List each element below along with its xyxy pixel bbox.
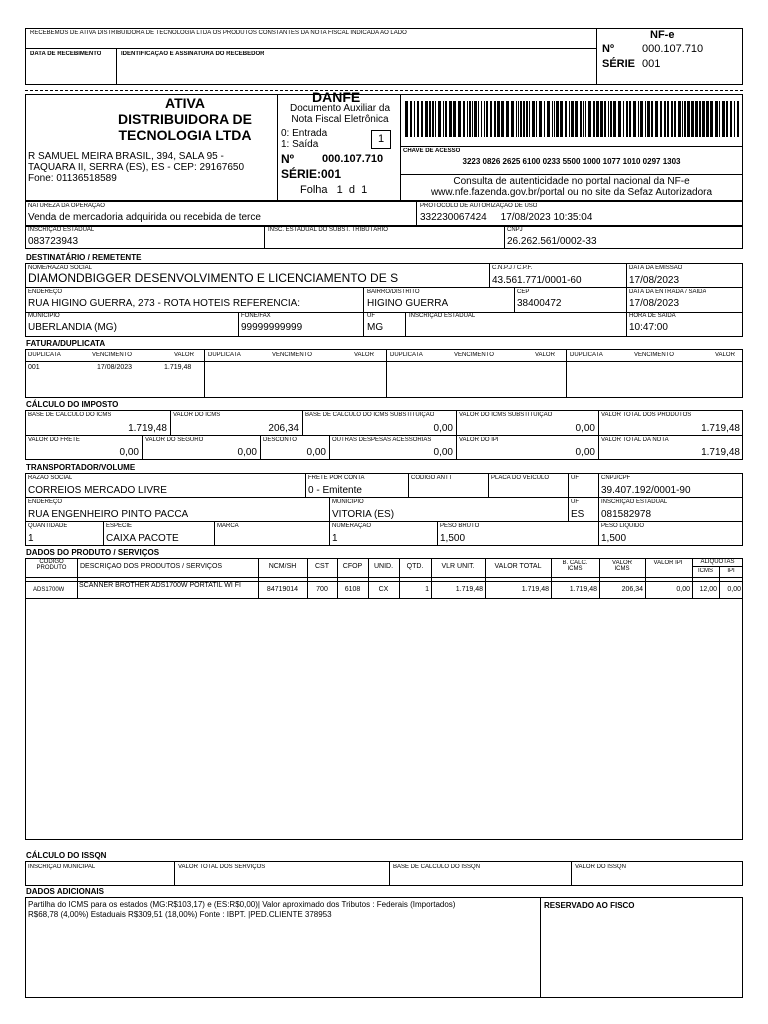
h-bc-icms: B. CÁLC. ICMS <box>562 560 588 572</box>
h-aliquotas: ALÍQUOTAS <box>700 559 735 565</box>
transp-razao-label: RAZÃO SOCIAL <box>28 475 73 481</box>
barcode-bar <box>490 101 492 137</box>
barcode-bar <box>682 101 683 137</box>
fat-dup: 001 <box>28 364 40 371</box>
dest-entrada-saida: 17/08/2023 <box>629 298 680 309</box>
barcode-bar <box>719 101 720 137</box>
desconto-label: DESCONTO <box>263 437 297 443</box>
barcode-bar <box>445 101 447 137</box>
barcode-bar <box>674 101 676 137</box>
barcode-bar <box>554 101 555 137</box>
barcode-bar <box>600 101 603 137</box>
destinatario-title: DESTINATÁRIO / REMETENTE <box>26 253 142 262</box>
dest-municipio-label: MUNICÍPIO <box>28 313 60 319</box>
fat-h-valor-2: VALOR <box>354 352 374 358</box>
transp-cnpj-label: CNPJ/CPF <box>601 475 631 481</box>
barcode-bar <box>610 101 612 137</box>
dest-uf-label: UF <box>367 313 375 319</box>
barcode-bar <box>702 101 705 137</box>
issqn-title: CÁLCULO DO ISSQN <box>26 851 107 860</box>
barcode-bar <box>529 101 530 137</box>
barcode-bar <box>421 101 423 137</box>
h-qtd: QTD. <box>406 563 424 570</box>
barcode-bar <box>660 101 662 137</box>
bc-st-label: BASE DE CÁLCULO DO ICMS SUBSTITUIÇÃO <box>305 412 435 418</box>
canhoto-serie: 001 <box>642 58 661 70</box>
transp-endereco: RUA ENGENHEIRO PINTO PACCA <box>28 509 189 520</box>
barcode-bar <box>417 101 419 137</box>
total-nota-label: VALOR TOTAL DA NOTA <box>601 437 669 443</box>
fat-h-venc-4: VENCIMENTO <box>634 352 674 358</box>
h-cfop: CFOP <box>342 563 363 570</box>
barcode-bar <box>596 101 599 137</box>
transp-numeracao: 1 <box>332 533 338 544</box>
h-v-ipi: VALOR IPI <box>653 560 683 566</box>
barcode-bar <box>580 101 582 137</box>
emitente-address: R SAMUEL MEIRA BRASIL, 394, SALA 95 - TAQUARA II, SERRA (ES), ES - CEP: 29167650 Fone: 01136518589 <box>28 151 245 184</box>
barcode-bar <box>706 101 709 137</box>
cut-line <box>25 90 743 91</box>
issqn-box <box>25 861 743 886</box>
data-recebimento-label: DATA DE RECEBIMENTO <box>30 51 102 57</box>
total-prod: 1.719,48 <box>701 423 740 434</box>
barcode-bar <box>640 101 643 137</box>
barcode-bar <box>443 101 444 137</box>
ipi: 0,00 <box>575 447 595 458</box>
dest-emissao: 17/08/2023 <box>629 275 680 286</box>
dest-municipio: UBERLANDIA (MG) <box>28 322 117 333</box>
issqn-valor-label: VALOR DO ISSQN <box>575 864 626 870</box>
h-a-icms: ICMS <box>698 568 713 574</box>
barcode-bar <box>613 101 616 137</box>
dest-entrada-saida-label: DATA DA ENTRADA / SAÍDA <box>629 289 707 295</box>
issqn-bc-label: BASE DE CÁLCULO DO ISSQN <box>393 864 481 870</box>
transp-frete: 0 - Emitente <box>308 485 362 496</box>
item-vlr-total: 1.719,48 <box>521 586 549 593</box>
issqn-im-label: INSCRIÇÃO MUNICIPAL <box>28 864 96 870</box>
barcode-bar <box>569 101 570 137</box>
transp-especie-label: ESPÉCIE <box>106 523 133 529</box>
transp-frete-label: FRETE POR CONTA <box>308 475 365 481</box>
seguro: 0,00 <box>237 447 257 458</box>
fat-h-dup-1: DUPLICATA <box>28 352 61 358</box>
item-codigo: ADS1700W <box>33 587 65 593</box>
produtos-title: DADOS DO PRODUTO / SERVIÇOS <box>26 548 160 557</box>
h-vlr-unit: VLR UNIT. <box>441 563 475 570</box>
icms-st: 0,00 <box>575 423 595 434</box>
barcode-bar <box>633 101 636 137</box>
barcode-bar <box>608 101 609 137</box>
dest-fone: 99999999999 <box>241 322 303 333</box>
natureza-value: Venda de mercadoria adquirida ou recebida de terce <box>28 212 261 223</box>
fat-h-venc-1: VENCIMENTO <box>92 352 132 358</box>
item-a-icms: 12,00 <box>699 586 717 593</box>
transp-ie-label: INSCRIÇÃO ESTADUAL <box>601 499 668 505</box>
dest-cep: 38400472 <box>517 298 562 309</box>
barcode-bar <box>687 101 690 137</box>
ie-value: 083723943 <box>28 236 79 247</box>
barcode-bar <box>699 101 701 137</box>
danfe-numero: 000.107.710 <box>322 153 384 165</box>
consulta-text: Consulta de autenticidade no portal nacional da NF-e www.nfe.fazenda.gov.br/portal ou no site da Sefaz Autorizadora <box>430 176 713 198</box>
barcode-bar <box>518 101 519 137</box>
barcode-bar <box>647 101 650 137</box>
danfe-serie: SÉRIE:001 <box>281 167 342 181</box>
barcode-bar <box>560 101 563 137</box>
emitente-name: ATIVA DISTRIBUIDORA DE TECNOLOGIA LTDA <box>117 95 253 143</box>
barcode-bar <box>556 101 559 137</box>
transp-peso-liquido-label: PESO LÍQUIDO <box>601 523 645 529</box>
item-a-ipi: 0,00 <box>727 586 741 593</box>
item-descricao: SCANNER BROTHER ADS1700W PORTATIL WI FI <box>79 582 241 589</box>
ie-st-label: INSC. ESTADUAL DO SUBST. TRIBUTÁRIO <box>268 227 388 233</box>
transp-qtd: 1 <box>28 533 34 544</box>
barcode-bar <box>604 101 606 137</box>
barcode-bar <box>435 101 436 137</box>
h-vlr-total: VALOR TOTAL <box>494 563 542 570</box>
fat-venc: 17/08/2023 <box>97 364 133 371</box>
fat-h-valor-4: VALOR <box>715 352 735 358</box>
barcode-bar <box>629 101 631 137</box>
transp-antt-label: CODIGO ANTT <box>411 475 453 481</box>
fat-h-valor-3: VALOR <box>535 352 555 358</box>
canhoto-serie-label: SÉRIE <box>602 58 636 70</box>
transp-municipio-label: MUNICÍPIO <box>332 499 364 505</box>
barcode-bar <box>532 101 535 137</box>
h-descricao: DESCRIÇÃO DOS PRODUTOS / SERVIÇOS <box>80 563 223 570</box>
h-v-icms: VALOR ICMS <box>612 560 632 572</box>
h-ncm: NCM/SH <box>268 563 297 570</box>
barcode-bar <box>494 101 496 137</box>
barcode-bar <box>453 101 456 137</box>
barcode-bar <box>467 101 468 137</box>
fatura-title: FATURA/DUPLICATA <box>26 339 106 348</box>
cnpj-emit-label: CNPJ <box>507 227 523 233</box>
h-cst: CST <box>315 563 329 570</box>
adicionais-title: DADOS ADICIONAIS <box>26 887 104 896</box>
barcode-bar <box>432 101 434 137</box>
ie-label: INSCRIÇÃO ESTADUAL <box>28 227 95 233</box>
item-bc-icms: 1.719,48 <box>569 586 597 593</box>
dest-nome: DIAMONDBIGGER DESENVOLVIMENTO E LICENCIAMENTO DE S <box>28 272 399 285</box>
barcode-bar <box>726 101 728 137</box>
barcode-bar <box>478 101 479 137</box>
transp-uf2: ES <box>571 509 585 520</box>
barcode-bar <box>516 101 517 137</box>
barcode-bar <box>691 101 694 137</box>
fat-h-venc-2: VENCIMENTO <box>272 352 312 358</box>
dest-cep-label: CEP <box>517 289 530 295</box>
dest-endereco-label: ENDEREÇO <box>28 289 63 295</box>
item-cfop: 6108 <box>344 586 361 593</box>
barcode-bar <box>651 101 653 137</box>
produtos-box <box>25 558 743 840</box>
danfe-numero-label: Nº <box>281 152 295 166</box>
transp-marca-label: MARCA <box>217 523 239 529</box>
item-vlr-unit: 1.719,48 <box>455 586 483 593</box>
barcode-bar <box>565 101 567 137</box>
barcode-bar <box>410 101 412 137</box>
danfe-tipo-box: 1 <box>371 130 391 149</box>
barcode-bar <box>520 101 522 137</box>
ipi-label: VALOR DO IPI <box>459 437 499 443</box>
barcode-bar <box>481 101 482 137</box>
transp-qtd-label: QUANTIDADE <box>28 523 68 529</box>
transp-peso-bruto: 1,500 <box>440 533 466 544</box>
dest-hora-label: HORA DE SAÍDA <box>629 313 676 319</box>
transp-peso-liquido: 1,500 <box>601 533 627 544</box>
barcode-bar <box>501 101 504 137</box>
bc-icms: 1.719,48 <box>128 423 167 434</box>
h-codigo: CÓDIGO PRODUTO <box>36 559 67 571</box>
barcode-bar <box>638 101 639 137</box>
canhoto-text: RECEBEMOS DE ATIVA DISTRIBUIDORA DE TECNOLOGIA LTDA OS PRODUTOS CONSTANTES DA NOTA FISCAL INDICADA AO LADO <box>30 30 407 36</box>
barcode-bar <box>734 101 735 137</box>
barcode-bar <box>655 101 658 137</box>
barcode-bar <box>626 101 628 137</box>
dest-cnpj-label: C.N.P.J / C.P.F. <box>492 265 533 271</box>
canhoto-numero-label: Nº <box>602 43 614 55</box>
chave-value: 3223 0826 2625 6100 0233 5500 1000 1077 1010 0297 1303 <box>462 157 681 166</box>
barcode-bar <box>664 101 666 137</box>
protocolo-label: PROTOCOLO DE AUTORIZAÇÃO DE USO <box>420 203 538 209</box>
barcode-bar <box>484 101 485 137</box>
transportador-title: TRANSPORTADOR/VOLUME <box>26 463 136 472</box>
transp-especie: CAIXA PACOTE <box>106 533 179 544</box>
item-cst: 700 <box>316 586 328 593</box>
barcode-bar <box>684 101 686 137</box>
barcode-bar <box>511 101 514 137</box>
frete: 0,00 <box>119 447 139 458</box>
cnpj-emit-value: 26.262.561/0002-33 <box>507 236 597 247</box>
item-unid: CX <box>378 586 389 593</box>
dest-cnpj: 43.561.771/0001-60 <box>492 275 582 286</box>
barcode-bar <box>526 101 528 137</box>
outras-label: OUTRAS DESPESAS ACESSÓRIAS <box>332 437 432 443</box>
barcode-bar <box>722 101 725 137</box>
dest-fone-label: FONE/FAX <box>241 313 271 319</box>
barcode-bar <box>588 101 591 137</box>
barcode-bar <box>715 101 718 137</box>
canhoto-numero: 000.107.710 <box>642 43 704 55</box>
barcode-bar <box>463 101 465 137</box>
icms-label: VALOR DO ICMS <box>173 412 221 418</box>
transp-municipio: VITORIA (ES) <box>332 509 395 520</box>
barcode-bar <box>575 101 578 137</box>
protocolo-value: 332230067424 17/08/2023 10:35:04 <box>420 212 593 223</box>
icms-st-label: VALOR DO ICMS SUBSTITUIÇÃO <box>459 412 553 418</box>
barcode-bar <box>618 101 621 137</box>
danfe-tipo-labels: 0: Entrada 1: Saída <box>281 128 328 150</box>
barcode-bar <box>667 101 669 137</box>
transp-uf2-label: UF <box>571 499 579 505</box>
transp-peso-bruto-label: PESO BRUTO <box>440 523 480 529</box>
desconto: 0,00 <box>306 447 326 458</box>
barcode-bar <box>544 101 545 137</box>
barcode-bar <box>438 101 441 137</box>
barcode-bar <box>539 101 542 137</box>
issqn-total-label: VALOR TOTAL DOS SERVIÇOS <box>178 864 266 870</box>
item-v-ipi: 0,00 <box>676 586 690 593</box>
barcode-bar <box>497 101 500 137</box>
bc-icms-label: BASE DE CÁLCULO DO ICMS <box>28 412 112 418</box>
barcode-bar <box>737 101 739 137</box>
barcode-bar <box>730 101 732 137</box>
barcode-bar <box>671 101 673 137</box>
dest-uf: MG <box>367 322 384 333</box>
dest-ie-label: INSCRIÇÃO ESTADUAL <box>409 313 476 319</box>
barcode-bar <box>523 101 525 137</box>
barcode-bar <box>472 101 473 137</box>
outras: 0,00 <box>433 447 453 458</box>
transp-endereco-label: ENDEREÇO <box>28 499 63 505</box>
dest-hora: 10:47:00 <box>629 322 668 333</box>
danfe-subtitle: Documento Auxiliar da Nota Fiscal Eletrônica <box>289 103 391 125</box>
barcode-bar <box>474 101 477 137</box>
barcode-bar <box>678 101 681 137</box>
natureza-label: NATUREZA DA OPERAÇÃO <box>28 203 105 209</box>
dest-bairro-label: BAIRRO/DISTRITO <box>367 289 420 295</box>
transp-razao: CORREIOS MERCADO LIVRE <box>28 485 167 496</box>
barcode-bar <box>623 101 624 137</box>
imposto-title: CÁLCULO DO IMPOSTO <box>26 400 119 409</box>
h-a-ipi: IPI <box>727 568 735 574</box>
total-prod-label: VALOR TOTAL DOS PRODUTOS <box>601 412 692 418</box>
frete-label: VALOR DO FRETE <box>28 437 80 443</box>
barcode-bar <box>486 101 488 137</box>
adicionais-text: Partilha do ICMS para os estados (MG:R$103,17) e (ES:R$0,00)| Valor aproximado dos Tributos : Federais (Importados) R$68,78 (4,00%) Estaduais R$309,51 (18,00%) Fonte : IBPT. |PED.CLIENTE 378953 <box>28 900 456 919</box>
barcode-bar <box>506 101 509 137</box>
item-v-icms: 206,34 <box>621 586 643 593</box>
bc-st: 0,00 <box>433 423 453 434</box>
fat-h-dup-4: DUPLICATA <box>570 352 603 358</box>
barcode <box>405 101 740 137</box>
dest-emissao-label: DATA DA EMISSÃO <box>629 265 683 271</box>
transp-placa-label: PLACA DO VEÍCULO <box>491 475 550 481</box>
identificacao-label: IDENTIFICAÇÃO E ASSINATURA DO RECEBEDOR <box>121 51 265 57</box>
barcode-bar <box>695 101 698 137</box>
item-qtd: 1 <box>425 586 429 593</box>
fat-valor: 1.719,48 <box>164 364 192 371</box>
barcode-bar <box>405 101 408 137</box>
item-ncm: 84719014 <box>266 586 299 593</box>
barcode-bar <box>458 101 461 137</box>
chave-label: CHAVE DE ACESSO <box>403 148 461 154</box>
danfe-folha: Folha 1 d 1 <box>300 184 368 196</box>
transp-numeracao-label: NUMERAÇÃO <box>332 523 372 529</box>
barcode-bar <box>429 101 431 137</box>
transp-ie: 081582978 <box>601 509 652 520</box>
dest-endereco: RUA HIGINO GUERRA, 273 - ROTA HOTEIS REFERENCIA: <box>28 298 301 309</box>
barcode-bar <box>585 101 586 137</box>
barcode-bar <box>425 101 428 137</box>
icms: 206,34 <box>268 423 299 434</box>
barcode-bar <box>449 101 452 137</box>
total-nota: 1.719,48 <box>701 447 740 458</box>
barcode-bar <box>645 101 646 137</box>
barcode-bar <box>536 101 537 137</box>
barcode-bar <box>552 101 553 137</box>
fat-h-dup-2: DUPLICATA <box>208 352 241 358</box>
barcode-bar <box>571 101 574 137</box>
barcode-bar <box>414 101 415 137</box>
barcode-bar <box>547 101 550 137</box>
barcode-bar <box>710 101 713 137</box>
danfe-title: DANFE <box>312 89 361 105</box>
fat-h-valor-1: VALOR <box>174 352 194 358</box>
canhoto-nfe: NF-e <box>650 29 675 41</box>
barcode-bar <box>469 101 471 137</box>
fat-h-venc-3: VENCIMENTO <box>454 352 494 358</box>
barcode-bar <box>593 101 595 137</box>
fat-h-dup-3: DUPLICATA <box>390 352 423 358</box>
reservado-fisco: RESERVADO AO FISCO <box>544 901 635 910</box>
dest-nome-label: NOME/RAZÃO SOCIAL <box>28 265 93 271</box>
transp-cnpj: 39.407.192/0001-90 <box>601 485 691 496</box>
transp-uf-label: UF <box>571 475 579 481</box>
barcode-bar <box>583 101 584 137</box>
dest-bairro: HIGINO GUERRA <box>367 298 449 309</box>
h-unid: UNID. <box>373 563 394 570</box>
seguro-label: VALOR DO SEGURO <box>145 437 204 443</box>
